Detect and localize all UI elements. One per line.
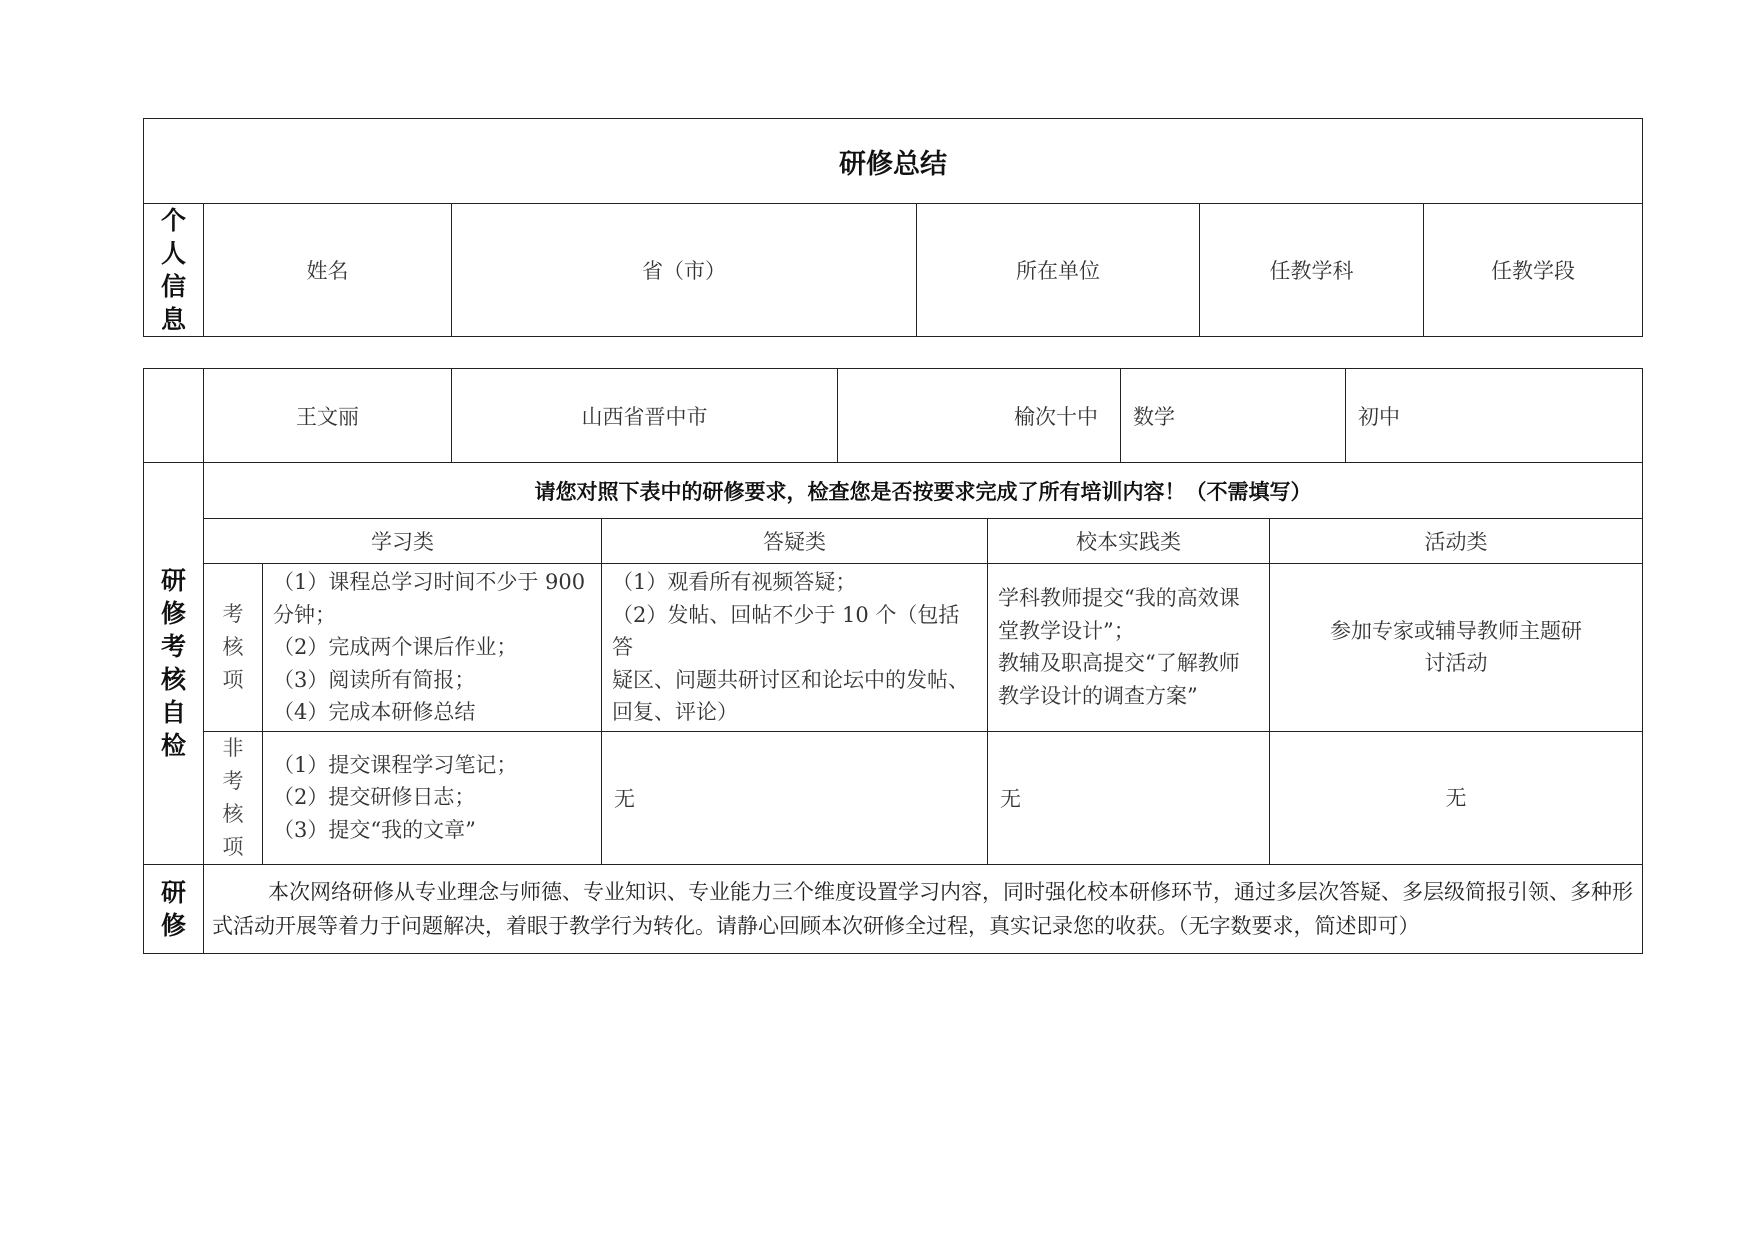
assessed-label: 考 核 项 bbox=[204, 564, 263, 732]
header-table bbox=[143, 118, 1643, 337]
check-table bbox=[143, 368, 1643, 954]
category-activity: 活动类 bbox=[1270, 519, 1643, 564]
province-header: 省（市） bbox=[452, 204, 917, 337]
name-value: 王文丽 bbox=[204, 369, 452, 463]
summary-text: 本次网络研修从专业理念与师德、专业知识、专业能力三个维度设置学习内容，同时强化校本研修环节，通过多层次答疑、多层级简报引领、多种形式活动开展等着力于问题解决，着眼于教学行为转化。请静心回顾本次研修全过程，真实记录您的收获。（无字数要求，简述即可） bbox=[212, 879, 1633, 938]
unit-header: 所在单位 bbox=[917, 204, 1200, 337]
stage-value: 初中 bbox=[1346, 369, 1643, 463]
category-practice: 校本实践类 bbox=[988, 519, 1270, 564]
summary-text-cell bbox=[204, 864, 1643, 953]
category-qa: 答疑类 bbox=[602, 519, 988, 564]
self-check-label: 研 修 考 核 自 检 bbox=[144, 463, 204, 865]
category-study: 学习类 bbox=[204, 519, 602, 564]
assessed-practice-items: 学科教师提交“我的高效课 堂教学设计”； 教辅及职高提交“了解教师 教学设计的调查方案” bbox=[988, 564, 1270, 732]
non-assessed-study-items: （1）提交课程学习笔记； （2）提交研修日志； （3）提交“我的文章” bbox=[263, 731, 602, 864]
summary-label: 研 修 bbox=[144, 864, 204, 953]
assessed-study-items: （1）课程总学习时间不少于 900 分钟； （2）完成两个课后作业； （3）阅读所有简报； （4）完成本研修总结 bbox=[263, 564, 602, 732]
subject-value: 数学 bbox=[1121, 369, 1346, 463]
name-header: 姓名 bbox=[204, 204, 452, 337]
non-assessed-label: 非 考 核 项 bbox=[204, 731, 263, 864]
non-assessed-practice: 无 bbox=[988, 731, 1270, 864]
notice-text: 请您对照下表中的研修要求，检查您是否按要求完成了所有培训内容！（不需填写） bbox=[204, 463, 1643, 519]
personal-info-label: 个 人 信 息 bbox=[144, 204, 204, 337]
blank-label-cell bbox=[144, 369, 204, 463]
non-assessed-activity: 无 bbox=[1270, 731, 1643, 864]
province-value: 山西省晋中市 bbox=[452, 369, 838, 463]
unit-value: 榆次十中 bbox=[838, 369, 1121, 463]
non-assessed-qa: 无 bbox=[602, 731, 988, 864]
assessed-activity-items: 参加专家或辅导教师主题研 讨活动 bbox=[1270, 564, 1643, 732]
stage-header: 任教学段 bbox=[1424, 204, 1643, 337]
subject-header: 任教学科 bbox=[1200, 204, 1424, 337]
page-title: 研修总结 bbox=[144, 119, 1643, 204]
assessed-qa-items: （1）观看所有视频答疑； （2）发帖、回帖不少于 10 个（包括答 疑区、问题共研讨区和论坛中的发帖、 回复、评论） bbox=[602, 564, 988, 732]
